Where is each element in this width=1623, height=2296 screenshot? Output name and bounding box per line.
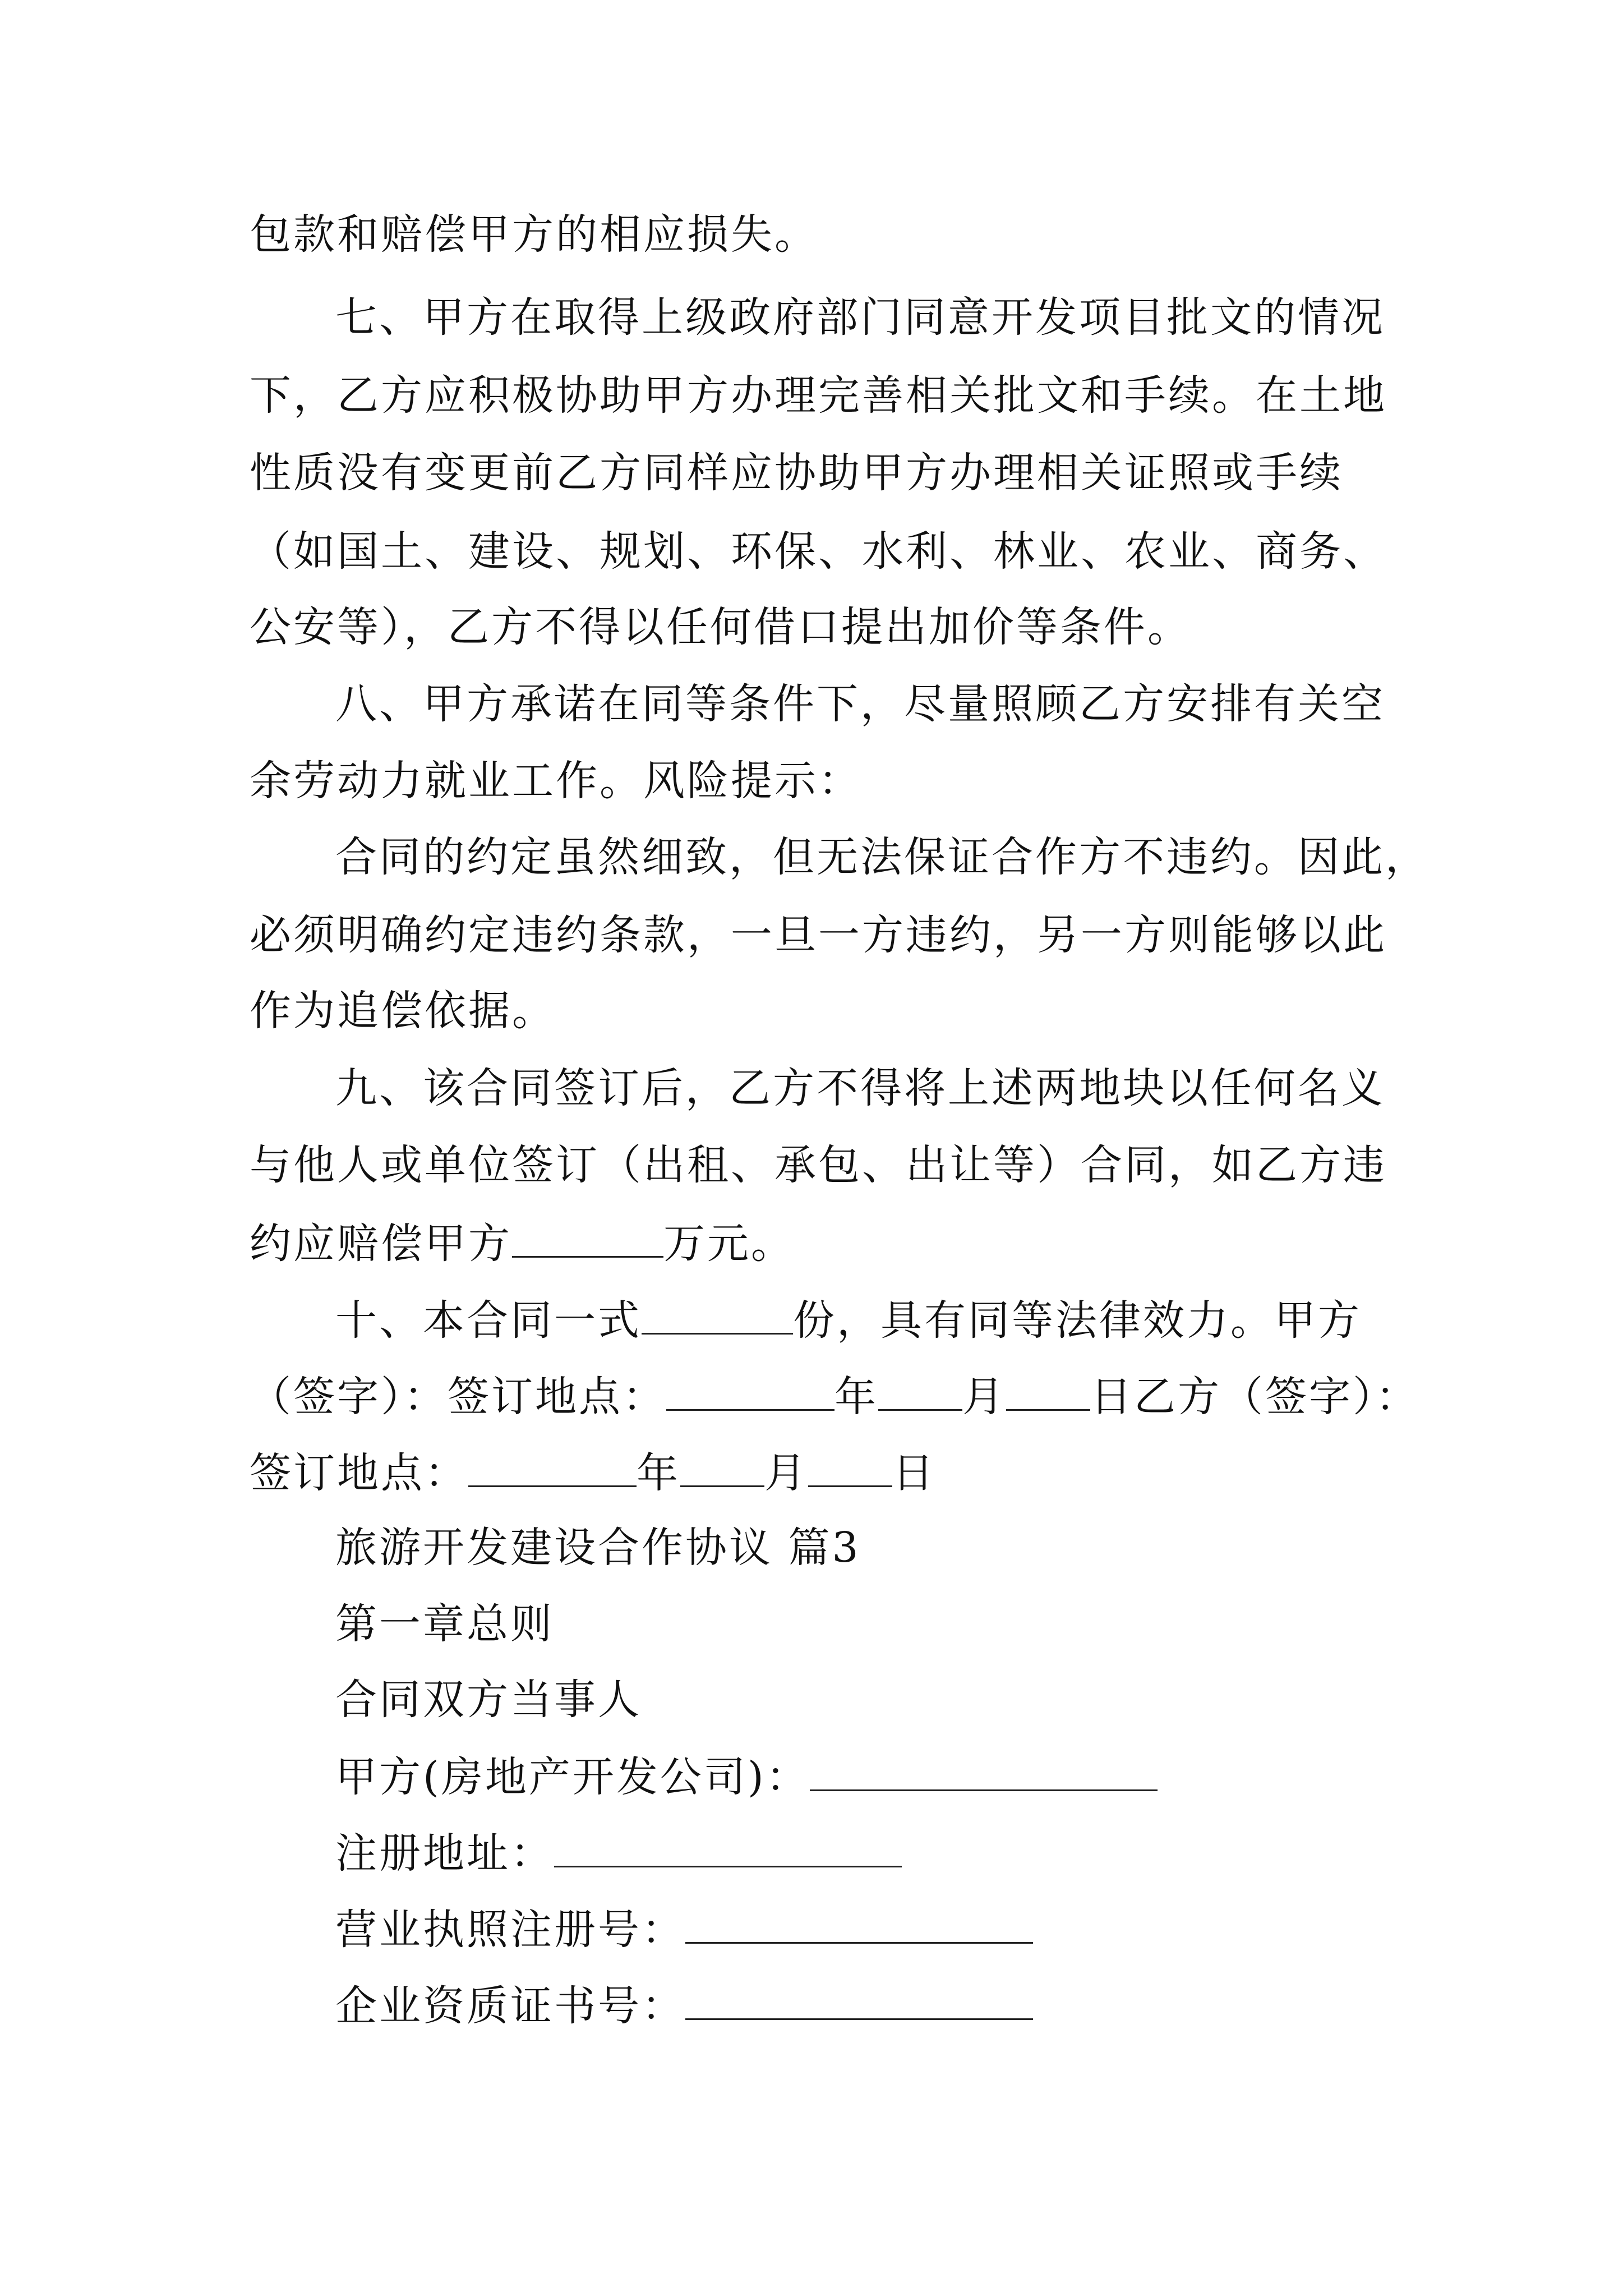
place-blank[interactable] <box>666 1368 834 1411</box>
amount-blank[interactable] <box>512 1214 663 1258</box>
paragraph-line <box>250 1214 795 1272</box>
day-blank[interactable] <box>1006 1368 1090 1411</box>
signature-line-party-a <box>250 1368 1419 1425</box>
business-license-field <box>335 1901 1033 1958</box>
paragraph-line: 公安等），乙方不得以任何借口提出加价等条件。 <box>250 603 1191 651</box>
clause-10-line <box>335 1291 1362 1349</box>
paragraph-line: 与他人或单位签订（出租、承包、出让等）合同，如乙方违 <box>250 1141 1387 1189</box>
business-license-blank[interactable] <box>685 1901 1033 1944</box>
risk-note-line: 合同的约定虽然细致，但无法保证合作方不违约。因此， <box>335 833 1429 881</box>
qualification-cert-field <box>335 1977 1033 2034</box>
party-a-blank[interactable] <box>810 1748 1158 1791</box>
paragraph-line: 余劳动力就业工作。风险提示： <box>250 757 862 805</box>
text-segment: 份，具有同等法律效力。甲方 <box>793 1296 1362 1345</box>
field-label: 甲方(房地产开发公司)： <box>335 1753 810 1801</box>
text-segment: 月 <box>962 1373 1006 1421</box>
text-segment: 月 <box>764 1449 808 1497</box>
paragraph-line: 性质没有变更前乙方同样应协助甲方办理相关证照或手续 <box>250 449 1343 497</box>
text-segment: 十、本合同一式 <box>335 1296 642 1345</box>
registered-address-field <box>335 1824 902 1881</box>
clause-7-line: 七、甲方在取得上级政府部门同意开发项目批文的情况 <box>335 293 1385 342</box>
text-segment: 万元。 <box>663 1220 795 1268</box>
month-blank[interactable] <box>680 1444 764 1487</box>
text-segment: 日 <box>892 1449 936 1497</box>
field-label: 企业资质证书号： <box>335 1982 685 2030</box>
day-blank[interactable] <box>808 1444 892 1487</box>
month-blank[interactable] <box>878 1368 962 1411</box>
paragraph-line: 必须明确约定违约条款，一旦一方违约，另一方则能够以此 <box>250 911 1387 959</box>
clause-9-line: 九、该合同签订后，乙方不得将上述两地块以任何名义 <box>335 1064 1385 1112</box>
parties-heading: 合同双方当事人 <box>335 1676 642 1724</box>
paragraph-line: 包款和赔偿甲方的相应损失。 <box>250 210 818 259</box>
copies-blank[interactable] <box>642 1291 793 1335</box>
text-segment: （签字）：签订地点： <box>250 1373 666 1421</box>
qualification-cert-blank[interactable] <box>685 1977 1033 2020</box>
paragraph-line: 作为追偿依据。 <box>250 987 556 1035</box>
place-blank[interactable] <box>468 1444 637 1487</box>
text-segment: 约应赔偿甲方 <box>250 1220 512 1268</box>
paragraph-line: 下，乙方应积极协助甲方办理完善相关批文和手续。在土地 <box>250 371 1387 420</box>
text-segment: 年 <box>834 1373 878 1421</box>
text-segment: 日乙方（签字）： <box>1090 1373 1419 1421</box>
signature-line-party-b <box>250 1444 936 1501</box>
paragraph-line: （如国土、建设、规划、环保、水利、林业、农业、商务、 <box>250 527 1387 576</box>
field-label: 营业执照注册号： <box>335 1906 685 1954</box>
chapter-title: 第一章总则 <box>335 1600 554 1648</box>
text-segment: 签订地点： <box>250 1449 468 1497</box>
party-a-field <box>335 1748 1158 1805</box>
field-label: 注册地址： <box>335 1829 554 1878</box>
clause-8-line: 八、甲方承诺在同等条件下，尽量照顾乙方安排有关空 <box>335 680 1385 728</box>
section-title: 旅游开发建设合作协议 篇3 <box>335 1524 861 1572</box>
registered-address-blank[interactable] <box>554 1824 902 1867</box>
text-segment: 年 <box>637 1449 680 1497</box>
